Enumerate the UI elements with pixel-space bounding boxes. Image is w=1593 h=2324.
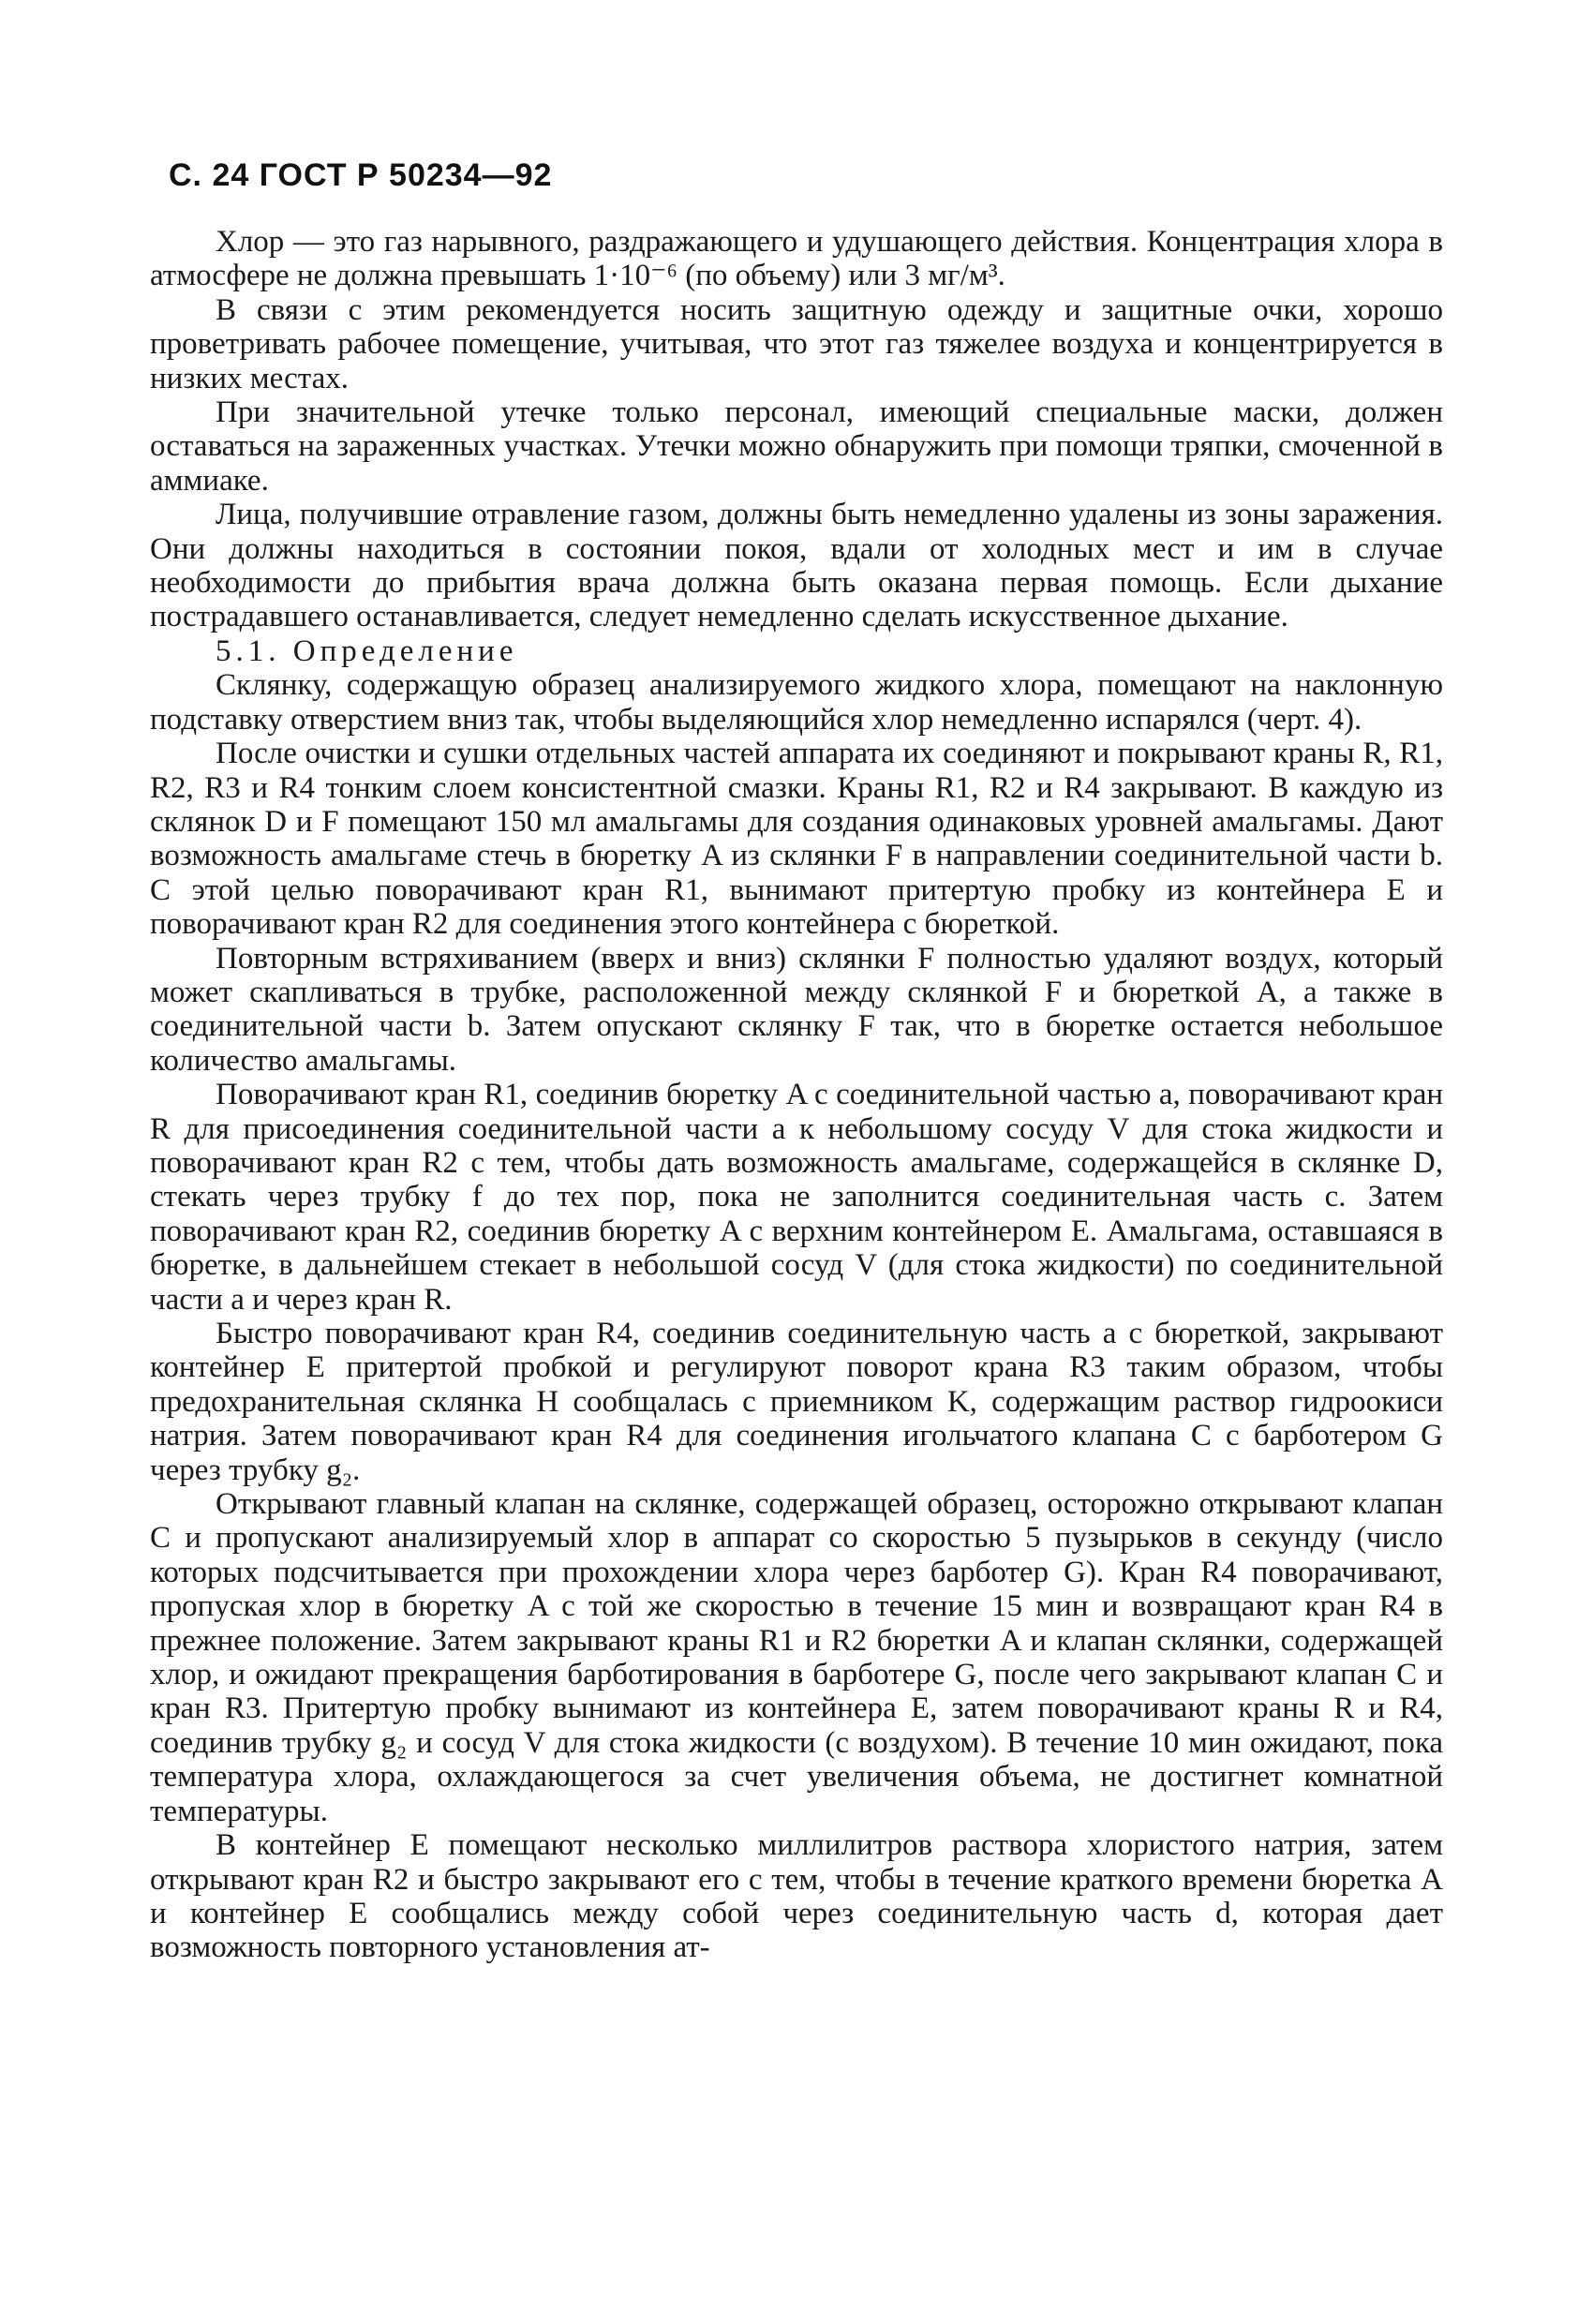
paragraph-apparatus-prep: После очистки и сушки отдельных частей аппарата их соединяют и покрывают краны R, R1, R2, R3 и R4 тонким слоем консистентной смазки. Краны R1, R2 и R4 закрывают. В каждую из склянок D и F помещают 150 мл амальгамы для создания одинаковых уровней амальгамы. Дают возможность амальгаме стечь в бюретку A из склянки F в направлении соединительной части b. С этой целью поворачивают кран R1, вынимают притертую пробку из контейнера E и поворачивают кран R2 для соединения этого контейнера с бюреткой. (150, 737, 1443, 942)
paragraph-valve-setup: Быстро поворачивают кран R4, соединив соединительную часть a с бюреткой, закрывают контейнер E притертой пробкой и регулируют поворот крана R3 таким образом, чтобы предохранительная склянка H сообщалась с приемником K, содержащим раствор гидроокиси натрия. Затем поворачивают кран R4 для соединения игольчатого клапана C с барботером G через трубку g₂. (150, 1317, 1443, 1487)
paragraph-sodium-chloride: В контейнер E помещают несколько миллилитров раствора хлористого натрия, затем открывают кран R2 и быстро закрывают его с тем, чтобы в течение краткого времени бюретка A и контейнер E сообщались между собой через соединительную часть d, которая дает возможность повторного установления ат- (150, 1828, 1443, 1965)
paragraph-air-removal: Повторным встряхиванием (вверх и вниз) склянки F полностью удаляют воздух, который может скапливаться в трубке, расположенной между склянкой F и бюреткой A, а также в соединительной части b. Затем опускают склянку F так, что в бюретке остается небольшое количество амальгамы. (150, 941, 1443, 1078)
paragraph-chlorine-hazard: Хлор — это газ нарывного, раздражающего и удушающего действия. Концентрация хлора в атмосфере не должна превышать 1·10⁻⁶ (по объему) или 3 мг/м³. (150, 225, 1443, 293)
paragraph-sample-placement: Склянку, содержащую образец анализируемого жидкого хлора, помещают на наклонную подставку отверстием вниз так, чтобы выделяющийся хлор немедленно испарялся (черт. 4). (150, 668, 1443, 737)
paragraph-chlorine-sampling: Открывают главный клапан на склянке, содержащей образец, осторожно открывают клапан C и пропускают анализируемый хлор в аппарат со скоростью 5 пузырьков в секунду (число которых подсчитывается при прохождении хлора через барботер G). Кран R4 поворачивают, пропуская хлор в бюретку A с той же скоростью в течение 15 мин и возвращают кран R4 в прежнее положение. Затем закрывают краны R1 и R2 бюретки A и клапан склянки, содержащей хлор, и ожидают прекращения барботирования в барботере G, после чего закрывают клапан C и кран R3. Притертую пробку вынимают из контейнера E, затем поворачивают краны R и R4, соединив трубку g₂ и сосуд V для стока жидкости (с воздухом). В течение 10 мин ожидают, пока температура хлора, охлаждающегося за счет увеличения объема, не достигнет комнатной температуры. (150, 1487, 1443, 1828)
section-heading-5-1: 5.1. Определение (216, 633, 518, 668)
paragraph-first-aid: Лица, получившие отравление газом, должны быть немедленно удалены из зоны заражения. Они должны находиться в состоянии покоя, вдали от холодных мест и им в случае необходимости до прибытия врача должна быть оказана первая помощь. Если дыхание пострадавшего останавливается, следует немедленно сделать искусственное дыхание. (150, 498, 1443, 634)
page-header: С. 24 ГОСТ Р 50234—92 (169, 157, 553, 193)
paragraph-leak-detection: При значительной утечке только персонал, имеющий специальные маски, должен оставаться на зараженных участках. Утечки можно обнаружить при помощи тряпки, смоченной в аммиаке. (150, 395, 1443, 498)
document-body (150, 225, 1443, 1965)
paragraph-amalgam-flow: Поворачивают кран R1, соединив бюретку A с соединительной частью a, поворачивают кран R для присоединения соединительной части a к небольшому сосуду V для стока жидкости и поворачивают кран R2 с тем, чтобы дать возможность амальгаме, содержащейся в склянке D, стекать через трубку f до тех пор, пока не заполнится соединительная часть c. Затем поворачивают кран R2, соединив бюретку A с верхним контейнером E. Амальгама, оставшаяся в бюретке, в дальнейшем стекает в небольшой сосуд V (для стока жидкости) по соединительной части a и через кран R. (150, 1078, 1443, 1317)
paragraph-protective-measures: В связи с этим рекомендуется носить защитную одежду и защитные очки, хорошо проветривать рабочее помещение, учитывая, что этот газ тяжелее воздуха и концентрируется в низких местах. (150, 292, 1443, 395)
